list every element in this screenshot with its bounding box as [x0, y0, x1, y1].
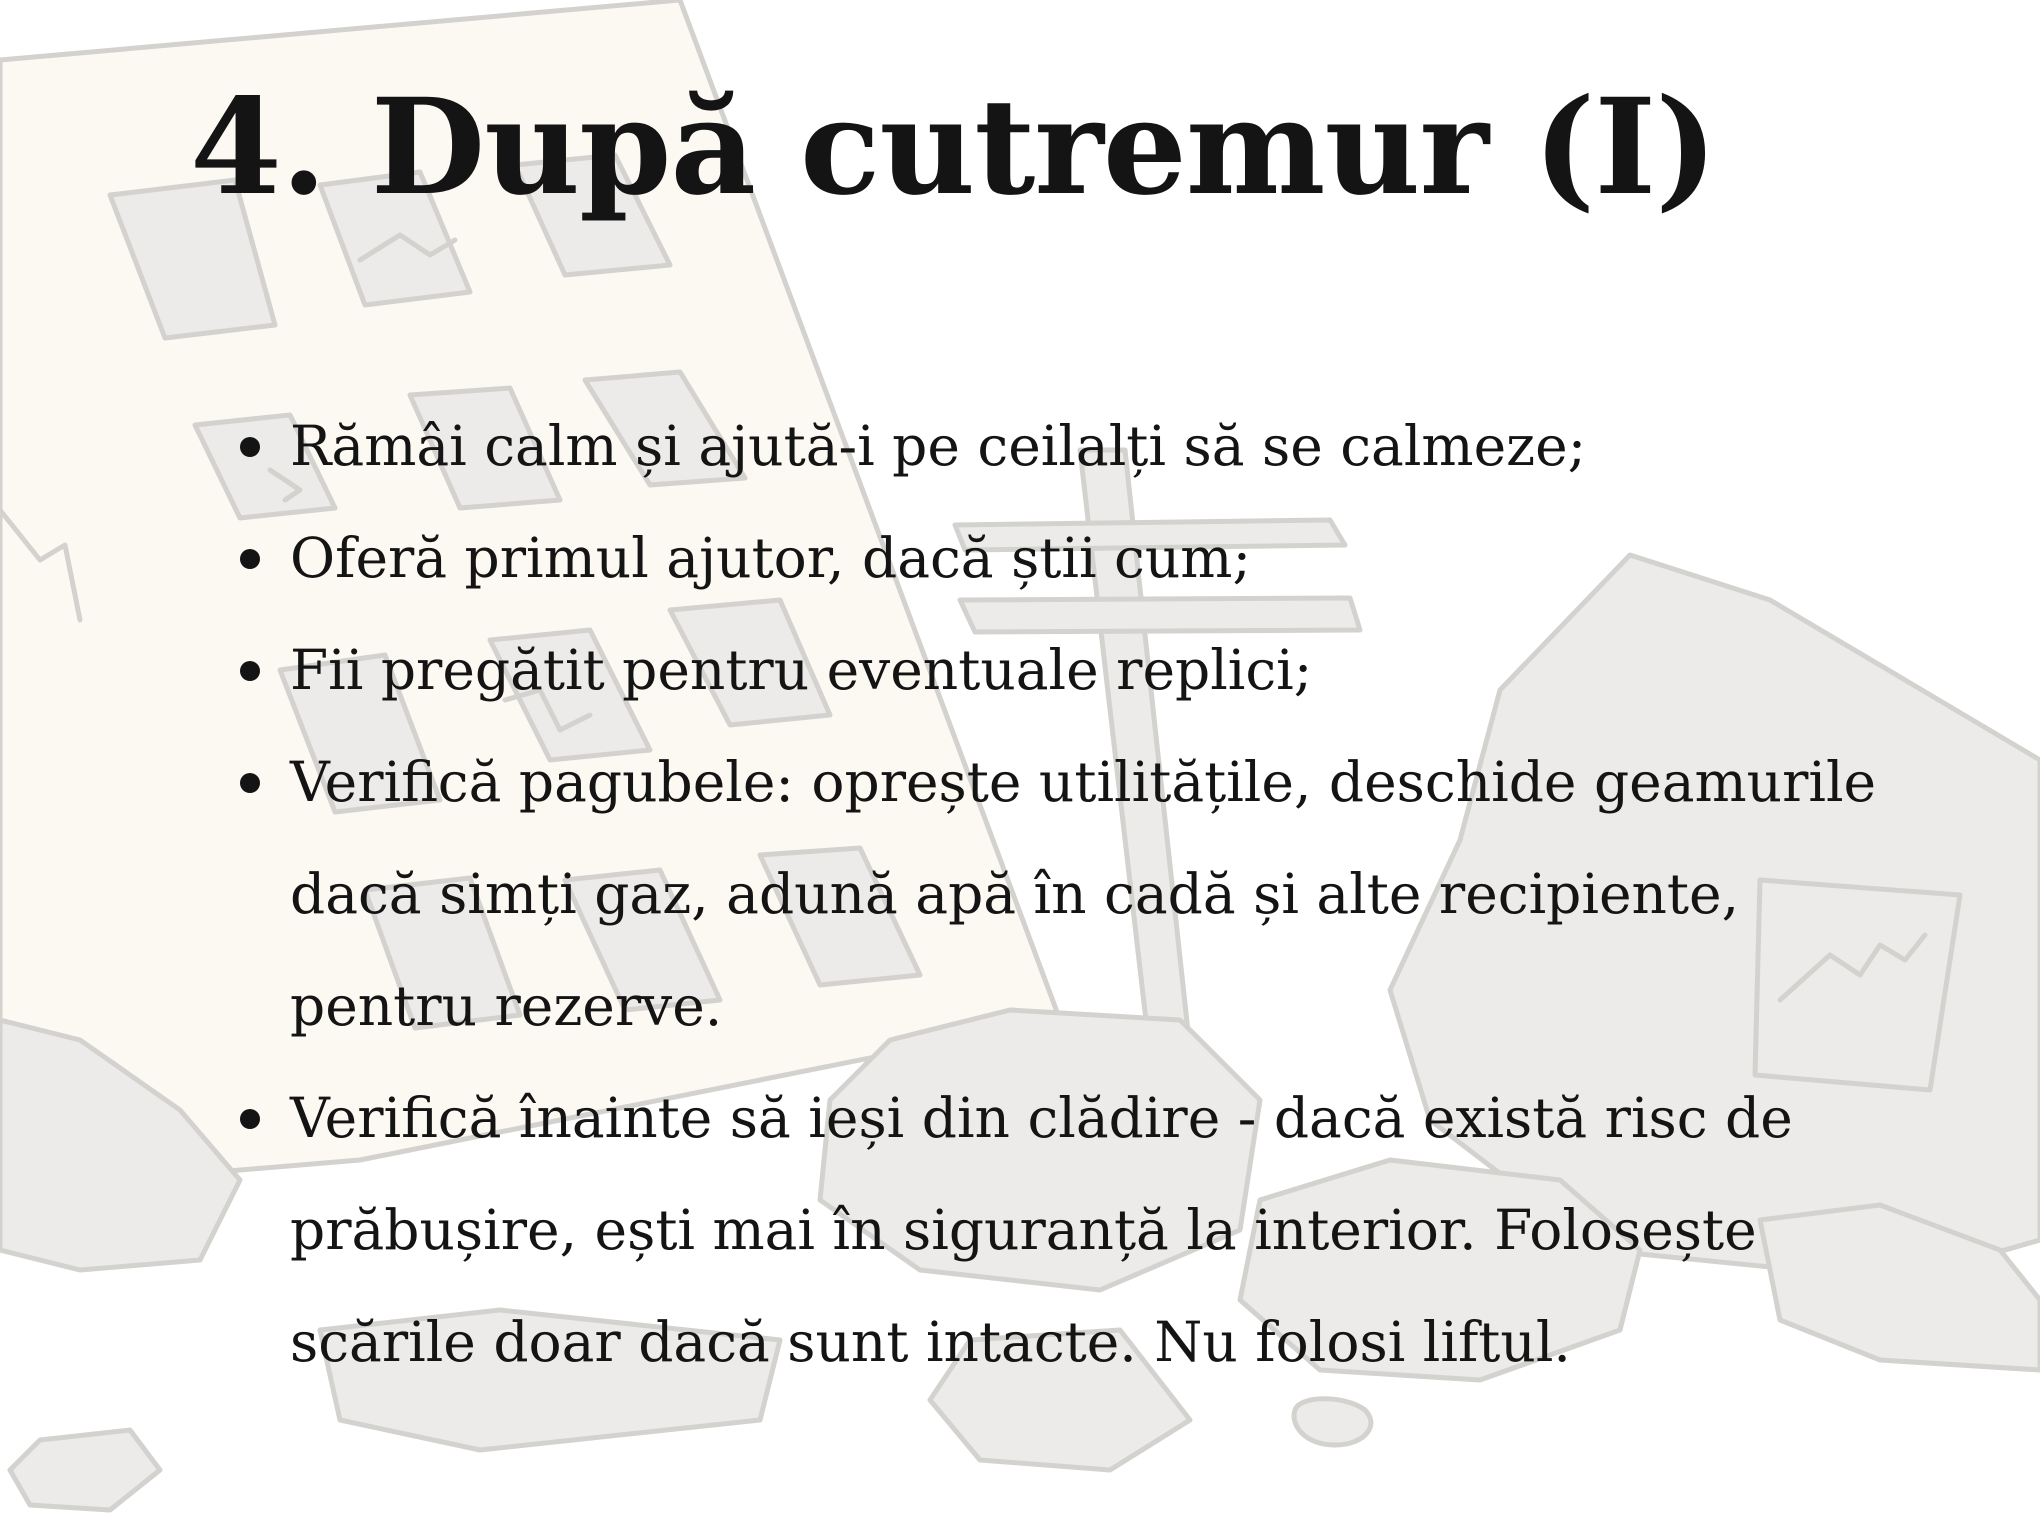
rubble-rock — [1294, 1399, 1371, 1445]
bullet-icon — [240, 661, 260, 681]
bullet-text: Verifică pagubele: oprește utilitățile, deschide geamurile dacă simți gaz, adună apă în cadă și alte recipiente, pentru rezerve. — [290, 750, 1877, 1038]
bullet-icon — [240, 549, 260, 569]
list-item — [240, 1062, 1940, 1398]
rubble-rock — [10, 1430, 160, 1510]
list-item — [240, 726, 1940, 1062]
slide-title: 4. După cutremur (I) — [190, 70, 1717, 225]
bullet-icon — [240, 773, 260, 793]
bullet-icon — [240, 1109, 260, 1129]
list-item — [240, 502, 1940, 614]
bullet-text: Oferă primul ajutor, dacă știi cum; — [290, 526, 1251, 590]
list-item — [240, 390, 1940, 502]
bullet-list — [240, 390, 1940, 1398]
bullet-text: Verifică înainte să ieși din clădire - dacă există risc de prăbușire, ești mai în siguranță la interior. Folosește scările doar dacă sunt intacte. Nu folosi liftul. — [290, 1086, 1793, 1374]
list-item — [240, 614, 1940, 726]
bullet-text: Rămâi calm și ajută-i pe ceilalți să se calmeze; — [290, 414, 1587, 478]
bullet-text: Fii pregătit pentru eventuale replici; — [290, 638, 1313, 702]
bullet-icon — [240, 437, 260, 457]
